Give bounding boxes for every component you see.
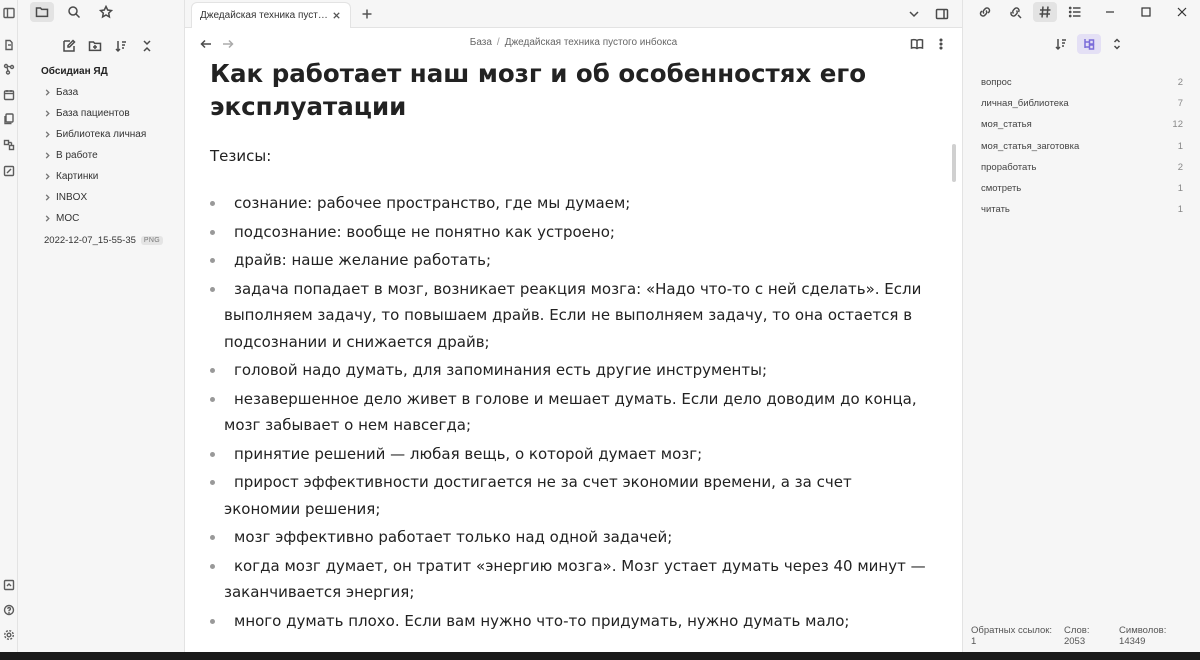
chevron-right-icon xyxy=(42,130,52,140)
tab-title: Джедайская техника пуст… xyxy=(200,10,328,21)
breadcrumb-folder[interactable]: База xyxy=(469,37,492,48)
bookmarks-tab[interactable] xyxy=(94,2,118,22)
list-item xyxy=(210,357,926,384)
canvas-icon[interactable] xyxy=(2,138,16,152)
list-item-text: сознание: рабочее пространство, где мы думаем; xyxy=(234,194,631,212)
breadcrumb-note[interactable]: Джедайская техника пустого инбокса xyxy=(504,37,678,48)
folder-label: Библиотека личная xyxy=(56,129,147,140)
file-item[interactable] xyxy=(36,229,185,251)
folder-label: В работе xyxy=(56,150,98,161)
tag-name: читать xyxy=(981,204,1010,216)
close-icon xyxy=(1177,7,1187,17)
note-content[interactable] xyxy=(210,56,930,636)
command-palette-icon[interactable] xyxy=(2,164,16,178)
list-item xyxy=(210,524,926,551)
list-item xyxy=(210,441,926,468)
hierarchy-icon xyxy=(1082,37,1096,51)
breadcrumb xyxy=(185,37,962,48)
list-item xyxy=(210,219,926,246)
tags-tab[interactable] xyxy=(1033,2,1057,22)
folder-label: MOC xyxy=(56,213,80,224)
tag-row[interactable] xyxy=(981,72,1183,93)
file-ext-badge: PNG xyxy=(141,236,163,245)
editor-pane xyxy=(185,28,962,652)
folder-item[interactable] xyxy=(36,145,185,166)
book-open-icon xyxy=(910,37,924,51)
right-sidebar-icon xyxy=(935,7,949,21)
list-item-text: драйв: наше желание работать; xyxy=(234,251,491,269)
outgoing-link-icon xyxy=(1008,5,1022,19)
collapse-all-button[interactable] xyxy=(136,36,158,56)
tab-list-button[interactable] xyxy=(904,4,924,24)
tag-row[interactable] xyxy=(981,157,1183,178)
tag-sort-button[interactable] xyxy=(1049,34,1073,54)
sort-icon xyxy=(114,39,128,53)
tag-count: 1 xyxy=(1177,204,1183,216)
help-icon[interactable] xyxy=(2,603,16,617)
tag-count: 2 xyxy=(1177,77,1183,89)
list-item xyxy=(210,276,926,356)
file-name: 2022-12-07_15-55-35 xyxy=(44,234,136,246)
folder-label: Картинки xyxy=(56,171,99,182)
new-folder-icon xyxy=(88,39,102,53)
new-note-icon xyxy=(62,39,76,53)
search-tab[interactable] xyxy=(62,2,86,22)
bullet-dot-icon xyxy=(210,397,215,402)
tag-pane-tools xyxy=(1049,34,1129,54)
list-item xyxy=(210,247,926,274)
chevron-right-icon xyxy=(42,88,52,98)
tag-count: 12 xyxy=(1172,119,1183,131)
folder-item[interactable] xyxy=(36,166,185,187)
tag-name: проработать xyxy=(981,161,1037,173)
maximize-icon xyxy=(1141,7,1151,17)
chevrons-up-down-icon xyxy=(1110,37,1124,51)
bullet-dot-icon xyxy=(210,480,215,485)
toggle-right-sidebar-button[interactable] xyxy=(932,4,952,24)
tag-expand-button[interactable] xyxy=(1105,34,1129,54)
bullet-dot-icon xyxy=(210,258,215,263)
settings-gear-icon[interactable] xyxy=(2,628,16,642)
bullet-dot-icon xyxy=(210,619,215,624)
chevron-right-icon xyxy=(42,214,52,224)
quick-switcher-icon[interactable] xyxy=(2,38,16,52)
list-item xyxy=(210,190,926,217)
chevron-right-icon xyxy=(42,109,52,119)
os-taskbar xyxy=(0,652,1200,660)
more-vertical-icon xyxy=(934,37,948,51)
folder-item[interactable] xyxy=(36,82,185,103)
tag-count: 7 xyxy=(1177,98,1183,110)
tag-name: личная_библиотека xyxy=(981,98,1069,110)
search-icon xyxy=(67,5,81,19)
folder-label: INBOX xyxy=(56,192,88,203)
outline-tab[interactable] xyxy=(1063,2,1087,22)
left-sidebar xyxy=(18,0,185,652)
tag-row[interactable] xyxy=(981,93,1183,114)
bullet-dot-icon xyxy=(210,452,215,457)
note-intro: Тезисы: xyxy=(210,147,272,165)
minimize-button[interactable] xyxy=(1092,0,1128,24)
tag-count: 1 xyxy=(1177,183,1183,195)
tag-list xyxy=(981,72,1183,220)
new-tab-button[interactable] xyxy=(357,4,377,24)
file-explorer-tab[interactable] xyxy=(30,2,54,22)
minimize-icon xyxy=(1105,7,1115,17)
folder-label: База пациентов xyxy=(56,108,130,119)
left-sidebar-tabs xyxy=(30,2,118,22)
sort-button[interactable] xyxy=(110,36,132,56)
sort-icon xyxy=(1054,37,1068,51)
new-folder-button[interactable] xyxy=(84,36,106,56)
tag-row[interactable] xyxy=(981,178,1183,199)
backlinks-count[interactable]: Обратных ссылок: 1 xyxy=(971,625,1053,647)
char-count: Символов: 14349 xyxy=(1119,625,1167,647)
new-note-button[interactable] xyxy=(58,36,80,56)
file-explorer-actions xyxy=(58,36,158,56)
list-item-text: принятие решений — любая вещь, о которой думает мозг; xyxy=(234,444,703,463)
vault-name[interactable]: Обсидиан ЯД xyxy=(41,66,108,77)
tag-count: 1 xyxy=(1177,140,1183,152)
status-bar xyxy=(963,625,1200,647)
folder-item[interactable] xyxy=(36,187,185,208)
bullet-dot-icon xyxy=(210,230,215,235)
calendar-icon[interactable] xyxy=(2,88,16,102)
tag-name: смотреть xyxy=(981,183,1022,195)
tag-count: 2 xyxy=(1177,161,1183,173)
breadcrumb-separator: / xyxy=(496,37,500,48)
bullet-dot-icon xyxy=(210,564,215,569)
tag-row[interactable] xyxy=(981,199,1183,220)
window-close-button[interactable] xyxy=(1164,0,1200,24)
right-sidebar-tabs xyxy=(973,2,1087,22)
word-count: Слов: 2053 xyxy=(1063,625,1090,647)
chevron-right-icon xyxy=(42,151,52,161)
close-icon[interactable] xyxy=(330,10,342,22)
folder-item[interactable] xyxy=(36,103,185,124)
bullet-dot-icon xyxy=(210,201,215,206)
list-item-text: подсознание: вообще не понятно как устроено; xyxy=(234,222,615,241)
vault-switcher-icon[interactable] xyxy=(2,578,16,592)
tag-row[interactable] xyxy=(981,136,1183,157)
reading-view-button[interactable] xyxy=(908,34,926,54)
plus-icon xyxy=(361,8,373,20)
tag-row[interactable] xyxy=(981,114,1183,135)
folder-label: База xyxy=(56,87,79,98)
more-options-button[interactable] xyxy=(932,34,950,54)
collapse-icon xyxy=(140,39,154,53)
chevron-right-icon xyxy=(42,172,52,182)
list-item xyxy=(210,386,926,439)
editor-scrollbar[interactable] xyxy=(952,144,956,182)
list-item-text: много думать плохо. Если вам нужно что-то придумать, нужно думать мало; xyxy=(234,611,850,630)
tabstrip-actions xyxy=(904,4,952,24)
ribbon xyxy=(0,0,18,652)
list-item-text: прирост эффективности достигается не за счет экономии времени, а за счет экономии решения; xyxy=(224,473,852,518)
bullet-dot-icon xyxy=(210,535,215,540)
list-item-text: головой надо думать, для запоминания есть другие инструменты; xyxy=(234,361,767,379)
bullet-list xyxy=(210,190,930,634)
bullet-dot-icon xyxy=(210,368,215,373)
maximize-button[interactable] xyxy=(1128,0,1164,24)
list-item xyxy=(210,553,926,606)
list-icon xyxy=(1068,5,1082,19)
tag-name: моя_статья xyxy=(981,119,1032,131)
note-title: Как работает наш мозг и об особенностях его эксплуатации xyxy=(210,59,867,121)
list-item-text: когда мозг думает, он тратит «энергию мозга». Мозг устает думать через 40 минут — заканчивается энергия; xyxy=(224,556,926,601)
tag-hierarchy-toggle[interactable] xyxy=(1077,34,1101,54)
tag-name: вопрос xyxy=(981,77,1012,89)
templates-icon[interactable] xyxy=(2,112,16,126)
list-item-text: мозг эффективно работает только над одной задачей; xyxy=(234,528,673,546)
view-header xyxy=(185,28,962,58)
folder-icon xyxy=(35,5,49,19)
star-icon xyxy=(99,5,113,19)
note-tab[interactable] xyxy=(191,2,351,28)
list-item xyxy=(210,608,926,635)
window-controls xyxy=(1092,0,1200,24)
folder-item[interactable] xyxy=(36,208,185,229)
folder-item[interactable] xyxy=(36,124,185,145)
view-actions xyxy=(908,34,950,54)
right-sidebar xyxy=(962,0,1200,652)
chevron-right-icon xyxy=(42,193,52,203)
sidebar-toggle-icon[interactable] xyxy=(2,6,16,20)
list-item-text: задача попадает в мозг, возникает реакция мозга: «Надо что-то с ней сделать». Если выполняем задачу, то повышаем драйв. Если не выполняем задачу, то она остается в подсознании и снижается драйв; xyxy=(224,279,922,351)
hash-icon xyxy=(1038,5,1052,19)
list-item-text: незавершенное дело живет в голове и мешает думать. Если дело доводим до конца, мозг забывает о нем навсегда; xyxy=(224,389,917,434)
backlinks-tab[interactable] xyxy=(973,2,997,22)
outgoing-links-tab[interactable] xyxy=(1003,2,1027,22)
tag-name: моя_статья_заготовка xyxy=(981,140,1080,152)
list-item xyxy=(210,469,926,522)
bullet-dot-icon xyxy=(210,287,215,292)
tab-strip xyxy=(185,0,962,28)
file-tree xyxy=(36,82,185,251)
link-icon xyxy=(978,5,992,19)
graph-view-icon[interactable] xyxy=(2,62,16,76)
chevron-down-icon xyxy=(907,7,921,21)
